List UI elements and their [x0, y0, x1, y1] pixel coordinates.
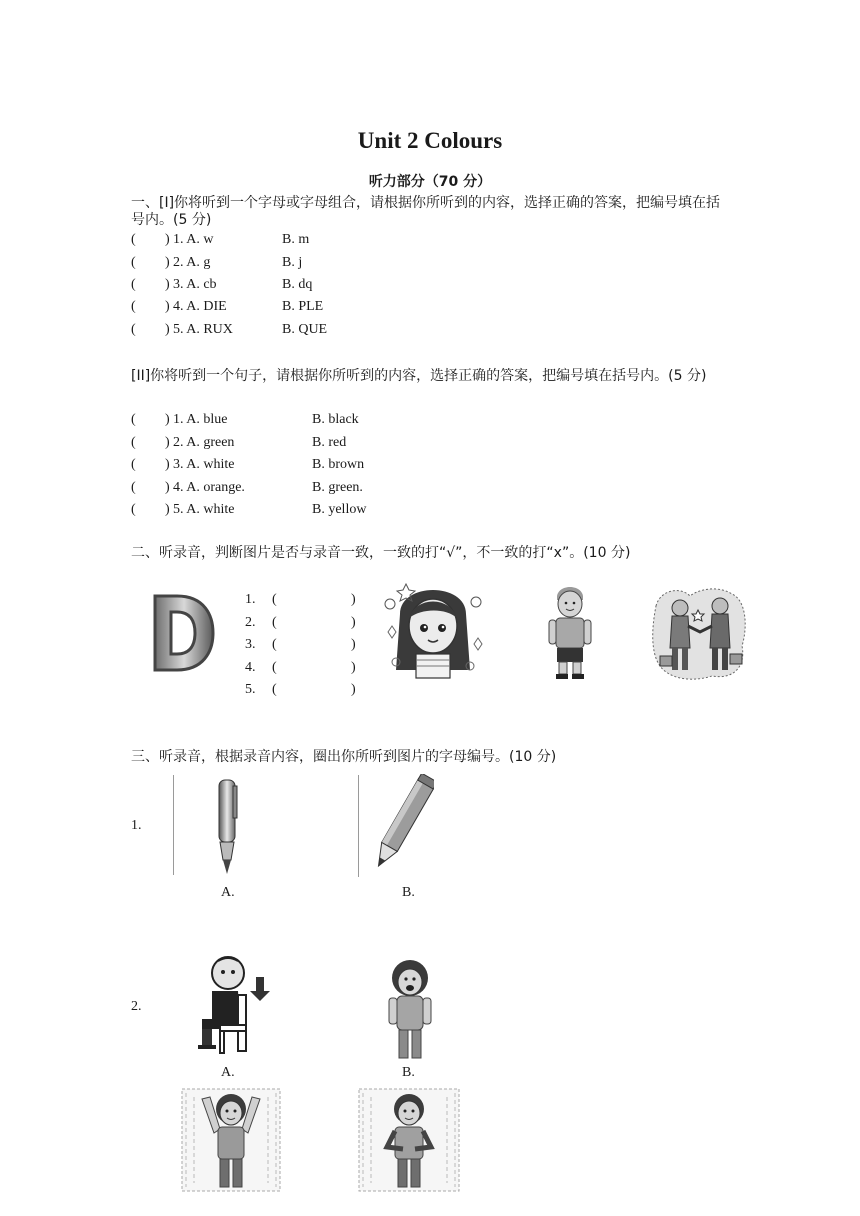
option-a: 4. A. orange.: [173, 480, 245, 495]
option-a: 1. A. blue: [173, 412, 228, 427]
listening-section-title: 听力部分（70 分）: [368, 174, 492, 190]
paren-close: ): [165, 480, 170, 495]
paren-open: (: [131, 480, 136, 495]
answer-row-1: [245, 592, 365, 612]
option-b: B. yellow: [312, 502, 367, 517]
paren-open: (: [131, 299, 136, 314]
page-title: Unit 2 Colours: [357, 128, 503, 153]
divider-line: [358, 775, 359, 877]
paren-close: ): [351, 637, 356, 652]
option-a: 1. A. w: [173, 232, 214, 247]
paren-close: ): [165, 412, 170, 427]
sit-down-picture: [198, 955, 272, 1055]
paren-close: ): [351, 592, 356, 607]
arms-up-picture: [180, 1087, 282, 1193]
stand-up-picture: [383, 958, 437, 1062]
section3-heading: 三、听录音，根据录音内容，圈出你所听到图片的字母编号。(10 分): [131, 749, 557, 765]
paren-open[interactable]: (: [272, 592, 277, 607]
boy-picture: [545, 582, 595, 682]
answer-row-2: [245, 615, 365, 635]
answer-row-3: [245, 637, 365, 657]
handshake-picture: [650, 586, 750, 682]
paren-open[interactable]: (: [272, 615, 277, 630]
answer-number: 4.: [245, 660, 256, 675]
option-a: 5. A. white: [173, 502, 235, 517]
paren-close: ): [165, 322, 170, 337]
option-a: 2. A. g: [173, 255, 211, 270]
paren-open: (: [131, 502, 136, 517]
answer-number: 3.: [245, 637, 256, 652]
option-b: B. brown: [312, 457, 365, 472]
pen-picture: [207, 776, 247, 878]
option-a: 4. A. DIE: [173, 299, 227, 314]
paren-close: ): [165, 232, 170, 247]
question-2-number: 2.: [131, 999, 142, 1014]
paren-close: ): [165, 255, 170, 270]
option-b: B. QUE: [282, 322, 328, 337]
answer-row-4: [245, 660, 365, 680]
touch-tummy-picture: [357, 1087, 461, 1193]
option-a: 2. A. green: [173, 435, 235, 450]
paren-close: ): [351, 660, 356, 675]
option-b: B. PLE: [282, 299, 324, 314]
option-label-b: B.: [402, 1065, 415, 1080]
section1b-heading: [II]你将听到一个句子，请根据你所听到的内容，选择正确的答案，把编号填在括号内。(5 分): [131, 368, 707, 384]
paren-open: (: [131, 435, 136, 450]
option-b: B. dq: [282, 277, 313, 292]
pencil-picture: [368, 774, 434, 880]
paren-close: ): [165, 277, 170, 292]
option-b: B. red: [312, 435, 347, 450]
paren-close: ): [351, 615, 356, 630]
letter-d-picture: [147, 590, 217, 676]
paren-close: ): [351, 682, 356, 697]
paren-open[interactable]: (: [272, 682, 277, 697]
option-label-a: A.: [221, 1065, 235, 1080]
paren-open: (: [131, 412, 136, 427]
paren-open: (: [131, 322, 136, 337]
paren-close: ): [165, 435, 170, 450]
section2-answers: [245, 592, 365, 702]
answer-number: 2.: [245, 615, 256, 630]
paren-open: (: [131, 457, 136, 472]
answer-number: 5.: [245, 682, 256, 697]
paren-open[interactable]: (: [272, 637, 277, 652]
paren-close: ): [165, 299, 170, 314]
option-b: B. j: [282, 255, 303, 270]
option-b: B. green.: [312, 480, 363, 495]
paren-close: ): [165, 502, 170, 517]
paren-open: (: [131, 232, 136, 247]
option-label-b: B.: [402, 885, 415, 900]
divider-line: [173, 775, 174, 875]
option-b: B. black: [312, 412, 359, 427]
paren-close: ): [165, 457, 170, 472]
section1-heading: 一、[I]你将听到一个字母或字母组合，请根据你所听到的内容，选择正确的答案，把编号填在括号内。(5 分): [131, 195, 721, 228]
option-label-a: A.: [221, 885, 235, 900]
paren-open[interactable]: (: [272, 660, 277, 675]
paren-open: (: [131, 277, 136, 292]
option-a: 3. A. white: [173, 457, 235, 472]
section2-heading: 二、听录音，判断图片是否与录音一致，一致的打“√”，不一致的打“x”。(10 分): [131, 545, 631, 561]
answer-number: 1.: [245, 592, 256, 607]
girl-picture: [378, 574, 488, 684]
option-a: 3. A. cb: [173, 277, 217, 292]
answer-row-5: [245, 682, 365, 702]
option-b: B. m: [282, 232, 310, 247]
question-1-number: 1.: [131, 818, 142, 833]
paren-open: (: [131, 255, 136, 270]
option-a: 5. A. RUX: [173, 322, 233, 337]
